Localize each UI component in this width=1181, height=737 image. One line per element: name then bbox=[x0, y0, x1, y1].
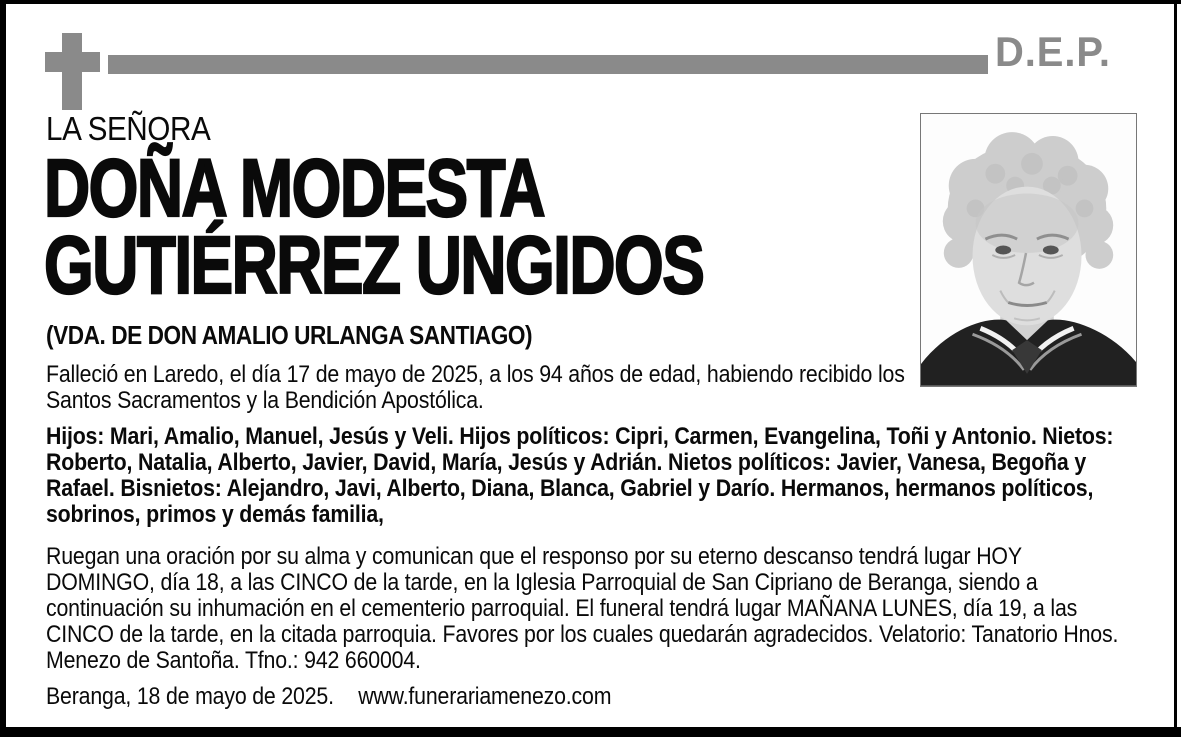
deceased-name-line1: DOÑA MODESTA bbox=[44, 143, 545, 234]
honorific-label: LA SEÑORA bbox=[46, 110, 211, 147]
death-notice-paragraph: Falleció en Laredo, el día 17 de mayo de 2025, a los 94 años de edad, habiendo recibido los Santos Sacramentos y la Bendición Apostólica. bbox=[46, 361, 905, 414]
portrait-photo bbox=[920, 113, 1137, 387]
website-link[interactable]: www.funerariamenezo.com bbox=[358, 683, 612, 710]
frame-border-right bbox=[1174, 0, 1177, 737]
header-rule bbox=[108, 55, 988, 74]
family-list-paragraph: Hijos: Mari, Amalio, Manuel, Jesús y Veli. Hijos políticos: Cipri, Carmen, Evangelina, Toñi y Antonio. Nietos: Roberto, Natalia, Alberto, Javier, David, María, Jesús y Adrián. Nietos políticos: Javier, Vanesa, Begoña y Rafael. Bisnietos: Alejandro, Javi, Alberto, Diana, Blanca, Gabriel y Darío. Hermanos, hermanos políticos, sobrinos, primos y demás familia, bbox=[46, 423, 1114, 528]
portrait-illustration bbox=[921, 114, 1136, 386]
frame-border-bottom bbox=[0, 727, 1181, 737]
place-date: Beranga, 18 de mayo de 2025. bbox=[46, 683, 334, 710]
frame-border-left bbox=[0, 0, 6, 737]
latin-cross-icon bbox=[45, 33, 100, 110]
deceased-name bbox=[44, 143, 704, 311]
frame-border-top bbox=[0, 0, 1181, 4]
relation-note: (VDA. DE DON AMALIO URLANGA SANTIAGO) bbox=[46, 320, 533, 350]
deceased-name-line2: GUTIÉRREZ UNGIDOS bbox=[44, 220, 704, 311]
cross-horizontal-bar bbox=[45, 52, 100, 72]
dep-label: D.E.P. bbox=[995, 28, 1111, 75]
announcement-paragraph: Ruegan una oración por su alma y comunican que el responso por su eterno descanso tendrá lugar HOY DOMINGO, día 18, a las CINCO de la tarde, en la Iglesia Parroquial de San Cipriano de Beranga, siendo a continuación su inhumación en el cementerio parroquial. El funeral tendrá lugar MAÑANA LUNES, día 19, a las CINCO de la tarde, en la citada parroquia. Favores por los cuales quedarán agradecidos. Velatorio: Tanatorio Hnos. Menezo de Santoña. Tfno.: 942 660004. bbox=[46, 543, 1119, 674]
footer-line bbox=[46, 684, 611, 710]
